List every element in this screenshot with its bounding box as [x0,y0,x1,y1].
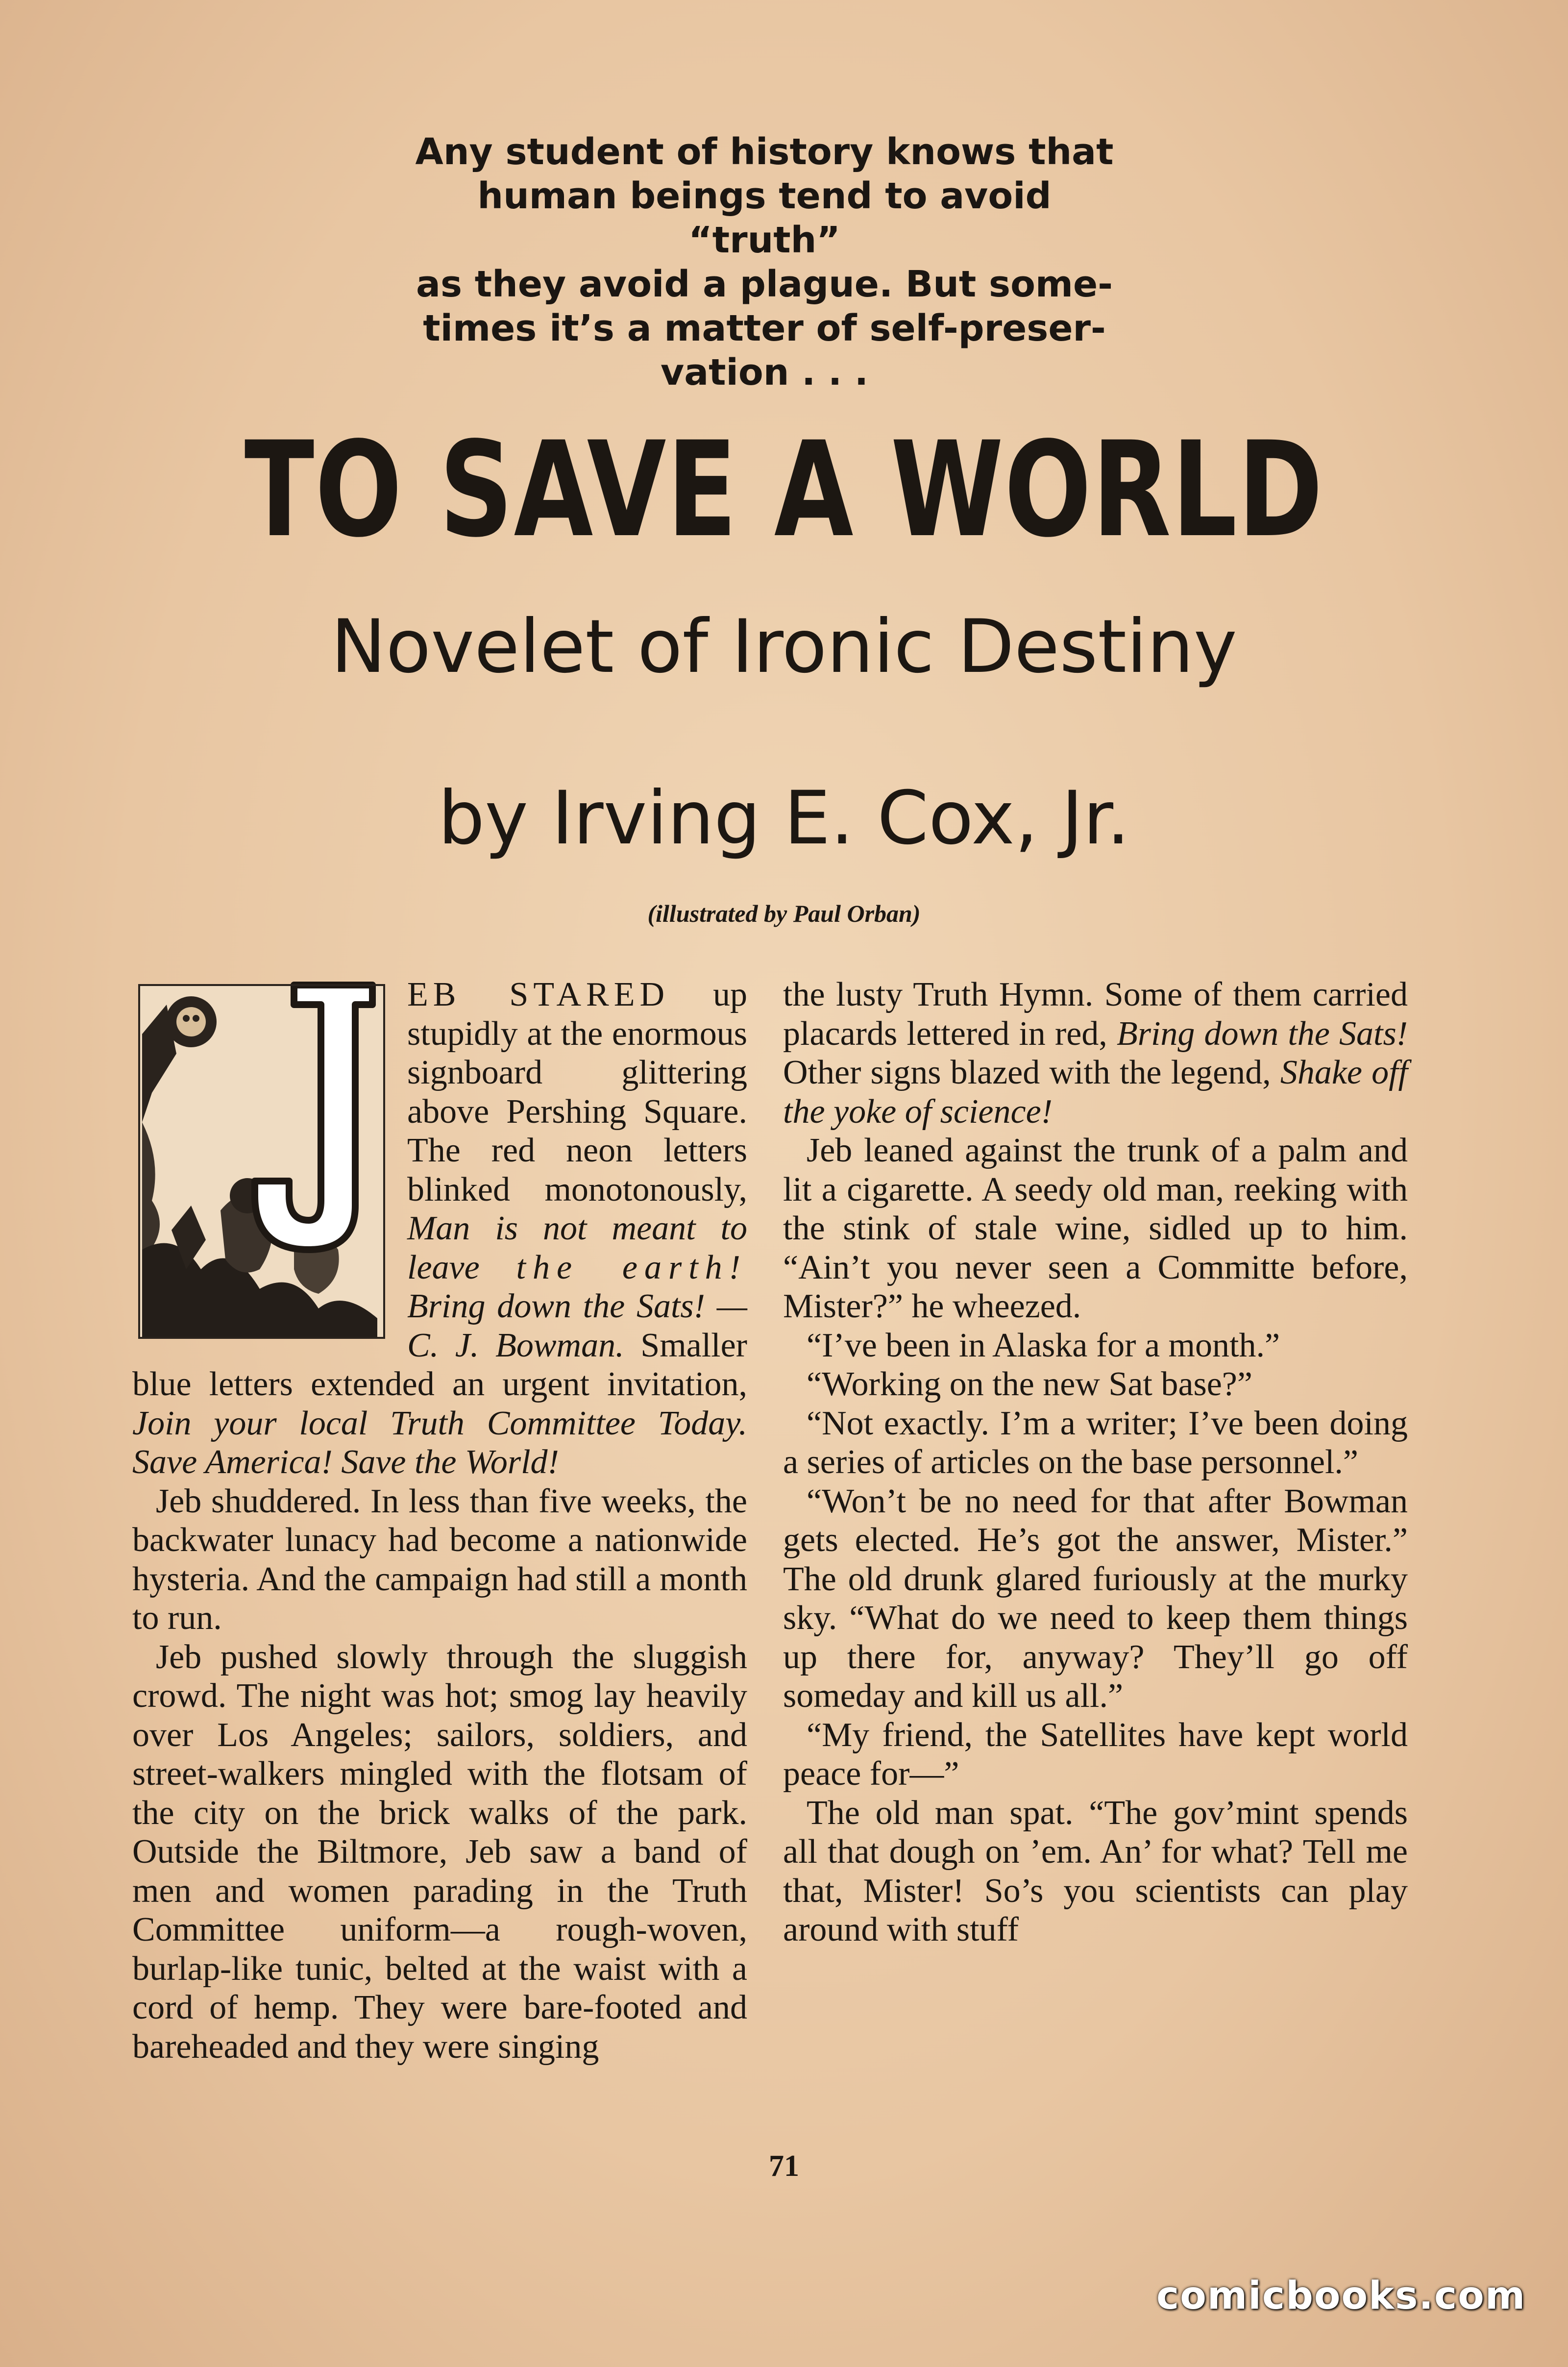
dropcap-art [132,975,394,1348]
author-byline: by Irving E. Cox, Jr. [438,776,1130,861]
italic-text: Bring down the Sats! —C. J. Bowman. [407,1287,747,1364]
italic-text: Man is not meant to leave [407,1209,747,1286]
italic-text: Shake off the yoke of science! [783,1054,1408,1131]
site-watermark: comicbooks.com [1156,2274,1526,2318]
intro-line: as they avoid a plague. But some- [416,263,1113,305]
paragraph: “Working on the new Sat base?” [807,1365,1252,1403]
story-subtitle: Novelet of Ironic Destiny [331,604,1237,690]
paragraph-text: up stupidly at the enormous signboard glittering above Pershing Square. The red neon letters blinked monotonously, [407,976,747,1208]
paragraph-text: Smaller blue letters extended an urgent invitation, [132,1326,747,1403]
italic-spaced-text: the earth! [516,1248,747,1286]
dropcap-illustration [132,975,394,1348]
intro-line: human beings tend to avoid “truth” [477,175,1052,261]
paragraph: Jeb shuddered. In less than five weeks, the backwater lunacy had become a nationwide hysteria. And the campaign had still a month to run. [132,1482,747,1637]
paragraph: “Won’t be no need for that after Bowman gets elected. He’s got the answer, Mister.” The old drunk glared furiously at the murky sky. “What do we need to keep them things up there for, anyway? They’ll go off someday and kill us all.” [783,1482,1408,1715]
italic-text: Join your local Truth Committee Today. Save America! Save the World! [132,1404,747,1481]
intro-blurb [402,130,1127,394]
intro-line: times it’s a matter of self-preser- [423,307,1106,349]
text-column-right [783,975,1408,1949]
paragraph: Jeb leaned against the trunk of a palm and lit a cigarette. A seedy old man, reeking with the stink of stale wine, sidled up to him. “Ain’t you never seen a Committe before, Mister?” he wheezed. [783,1132,1408,1325]
paragraph: “I’ve been in Alaska for a month.” [807,1326,1280,1364]
paragraph: The old man spat. “The gov’mint spends all that dough on ’em. An’ for what? Tell me that, Mister! So’s you scientists can play around with stuff [783,1794,1408,1948]
intro-line: Any student of history knows that [415,131,1114,173]
intro-line: vation . . . [660,351,869,394]
paragraph: “Not exactly. I’m a writer; I’ve been doing a series of articles on the base personnel.” [783,1404,1408,1481]
lead-words: EB STARED [407,976,670,1013]
paragraph: Jeb pushed slowly through the sluggish crowd. The night was hot; smog lay heavily over Los Angeles; sailors, soldiers, and street-walkers mingled with the flotsam of the city on the brick walks of the park. Outside the Biltmore, Jeb saw a band of men and women parading in the Truth Committee uniform—a rough-woven, burlap-like tunic, belted at the waist with a cord of hemp. They were bare-footed and bareheaded and they were singing [132,1638,747,2066]
story-title: TO SAVE A WORLD [244,414,1324,567]
text-column-left [132,975,747,2066]
italic-text: Bring down the Sats! [1116,1014,1408,1053]
page-number: 71 [769,2149,799,2183]
illustrator-credit: (illustrated by Paul Orban) [647,900,921,927]
paragraph-text: the lusty Truth Hymn. Some of them carried placards lettered in red, [783,976,1408,1053]
paragraph-text: Other signs blazed with the legend, [783,1054,1280,1091]
paragraph [783,975,1408,1131]
paragraph: “My friend, the Satellites have kept world peace for—” [783,1716,1408,1793]
